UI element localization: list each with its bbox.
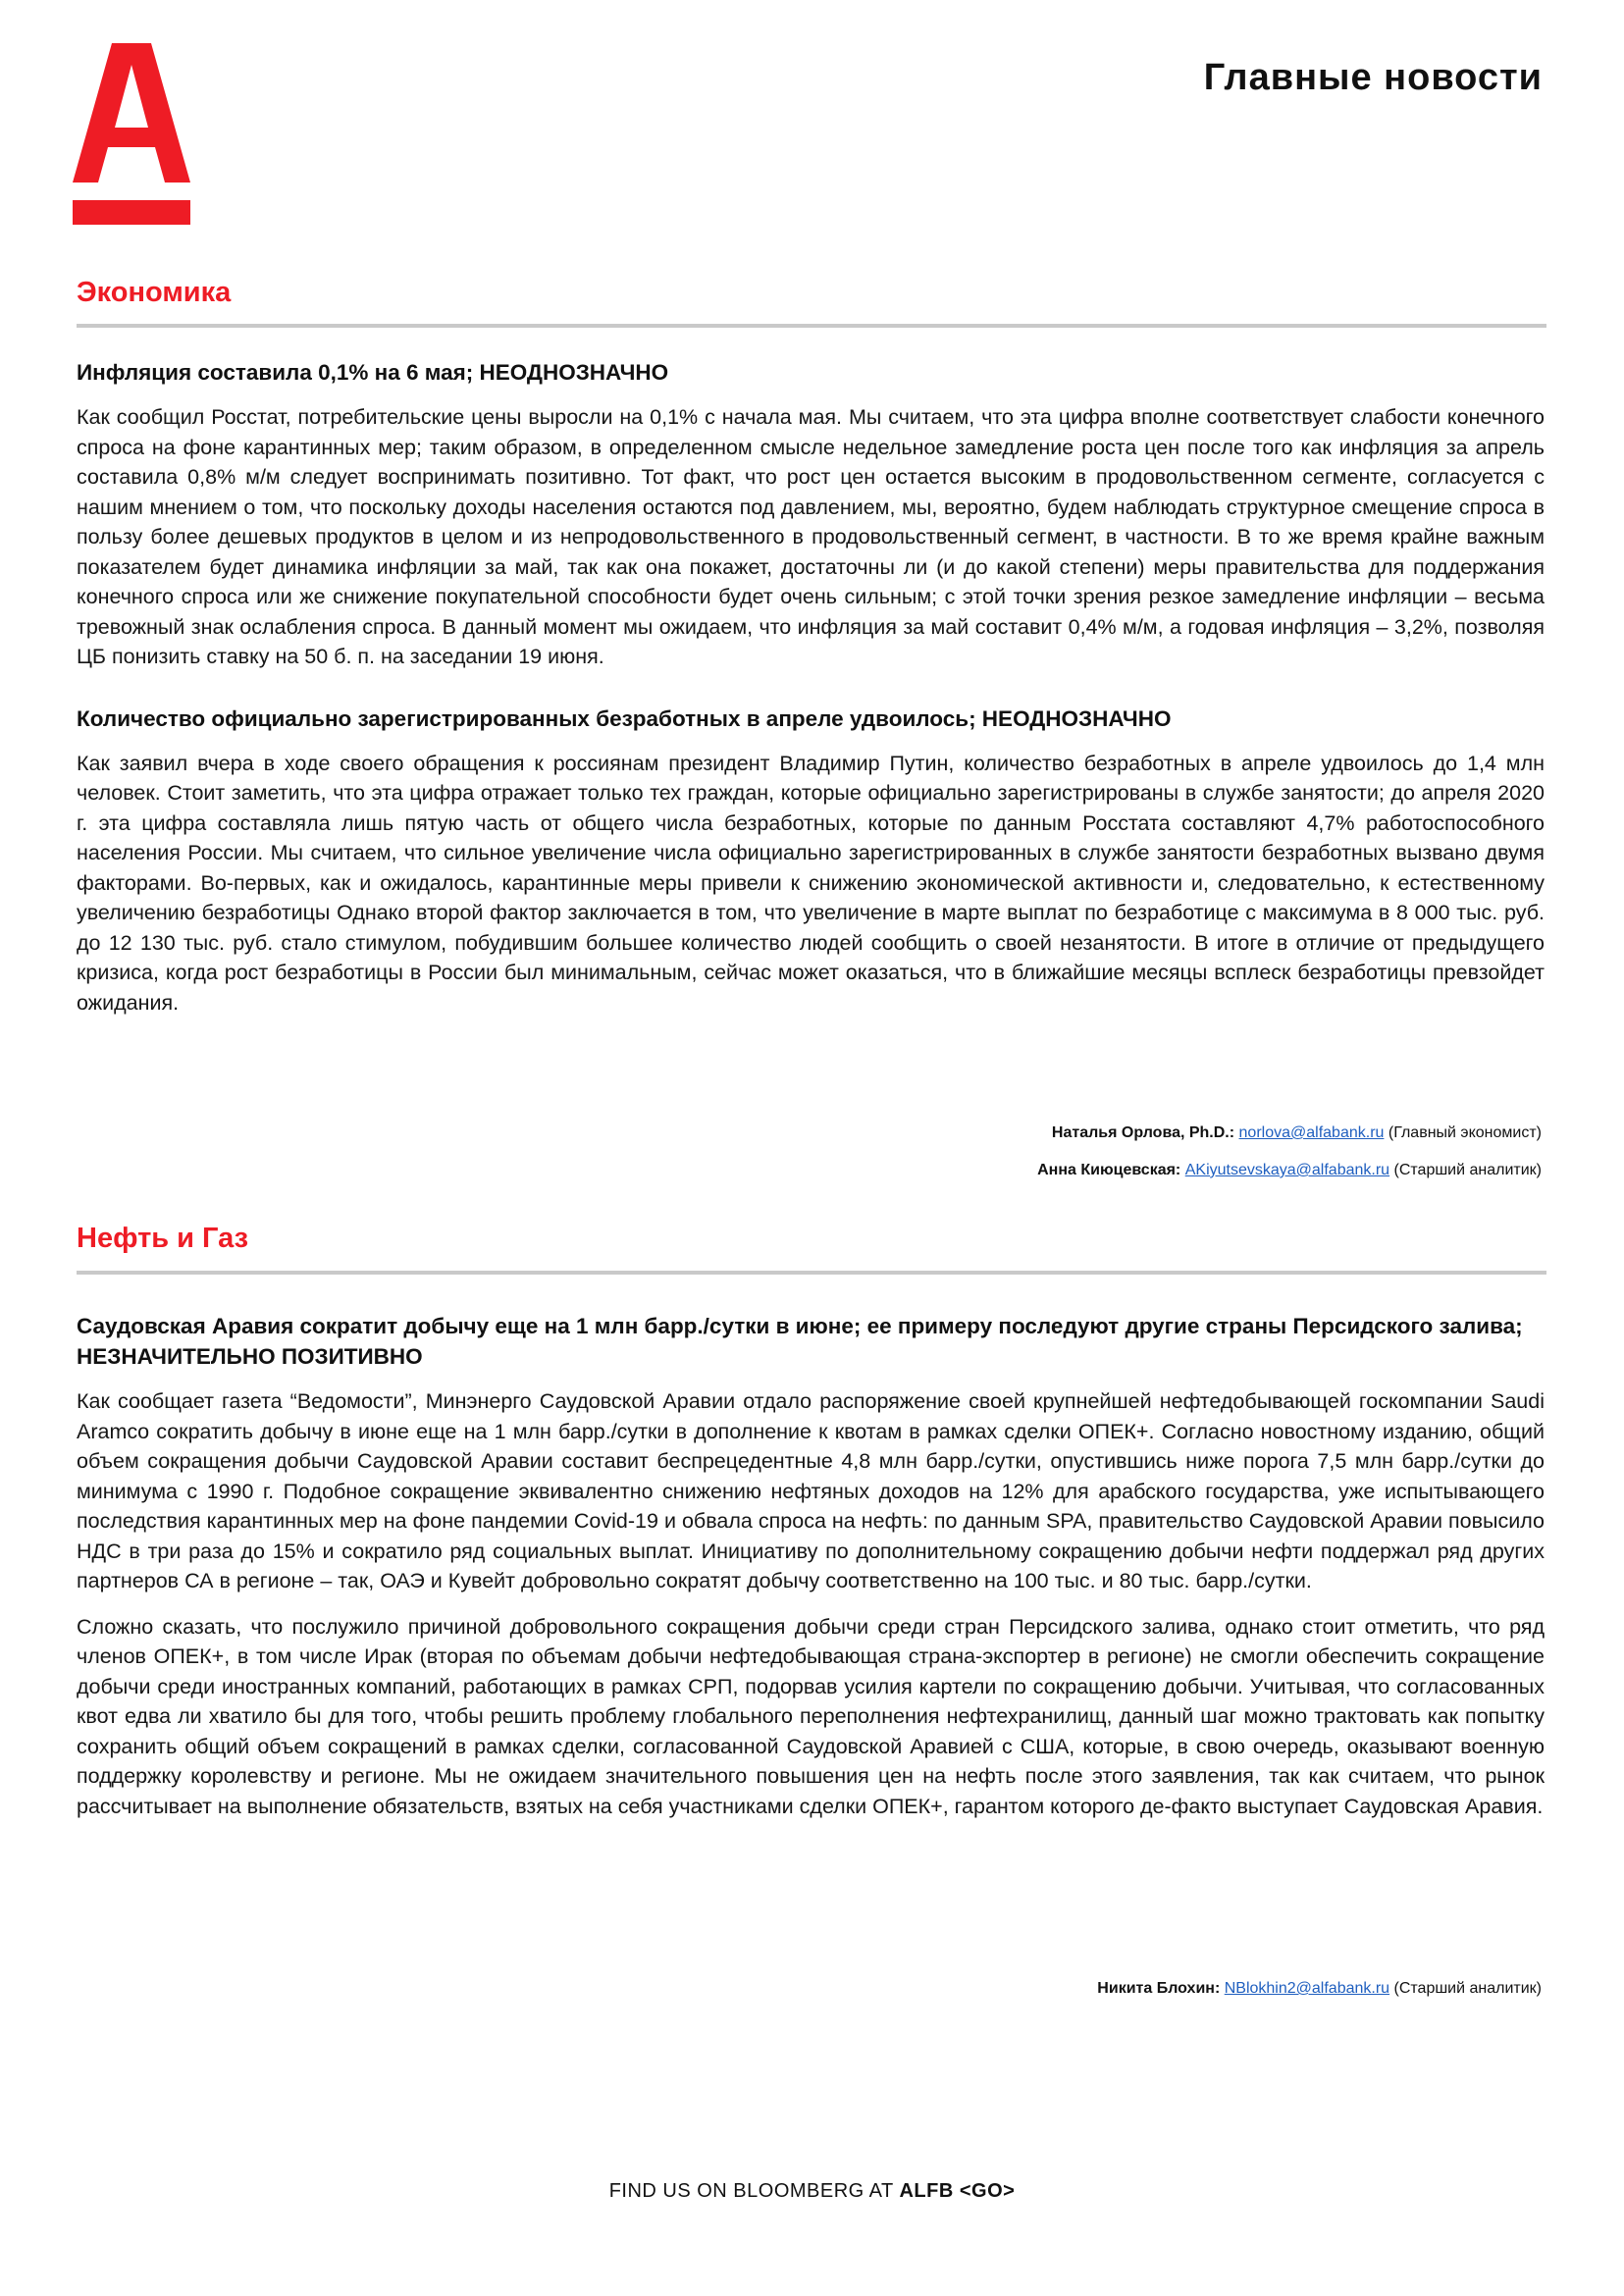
author-role: (Главный экономист) (1388, 1124, 1542, 1141)
section-divider (77, 1271, 1546, 1275)
section-divider (77, 324, 1546, 328)
author-role: (Старший аналитик) (1393, 1162, 1542, 1178)
article-headline: Количество официально зарегистрированных безработных в апреле удвоилось; НЕОДНОЗНАЧНО (77, 705, 1172, 731)
author-email-link[interactable]: NBlokhin2@alfabank.ru (1224, 1980, 1390, 1997)
section-oil-gas-body (77, 1311, 1545, 1837)
section-economy-body (77, 357, 1545, 1033)
footer-text: FIND US ON BLOOMBERG AT (608, 2180, 894, 2202)
article-headline: Инфляция составила 0,1% на 6 мая; НЕОДНОЗНАЧНО (77, 360, 669, 385)
article-paragraph: Как сообщает газета “Ведомости”, Минэнерго Саудовской Аравии отдало распоряжение своей крупнейшей нефтедобывающей госкомпании Saudi Aramco сократить добычу в июне еще на 1 млн барр./сутки в дополнение к квотам в рамках сделки ОПЕК+. Согласно новостному изданию, общий объем сокращения добычи Саудовской Аравии составит беспрецедентные 4,8 млн барр./сутки, опустившись ниже порога 7,5 млн барр./сутки до минимума с 1990 г. Подобное сокращение эквивалентно снижению нефтяных доходов на 12% для арабского государства, уже испытывающего последствия карантинных мер на фоне пандемии Covid-19 и обвала спроса на нефть: по данным SPA, правительство Саудовской Аравии повысило НДС в три раза до 15% и сократило ряд социальных выплат. Инициативу по дополнительному сокращению добычи нефти поддержал ряд других партнеров СА в регионе – так, ОАЭ и Кувейт добровольно сократят добычу соответственно на 100 тыс. и 80 тыс. барр./сутки. (77, 1389, 1545, 1592)
logo-a-shape (73, 43, 190, 183)
article-paragraph: Сложно сказать, что послужило причиной добровольного сокращения добычи среди стран Персидского залива, однако стоит отметить, что ряд членов ОПЕК+, в том числе Ирак (вторая по объемам добычи нефтедобывающая страна-экспортер в регионе) не смогли обеспечить сокращение добычи среди иностранных компаний, работающих в рамках СРП, подорвав усилия картели по сокращению добычи. Учитывая, что согласованных квот едва ли хватило бы для того, чтобы решить проблему глобального переполнения нефтехранилищ, данный шаг можно трактовать как попытку сохранить общий объем сокращений в рамках сделки, согласованной Саудовской Аравией с США, которые, в свою очередь, оказывают военную поддержку королевству и регионе. Мы не ожидаем значительного повышения цен на нефть после этого заявления, так как считаем, что рынок рассчитывает на выполнение обязательств, взятых на себя участниками сделки ОПЕК+, гарантом которого де-факто выступает Саудовская Аравия. (77, 1614, 1545, 1818)
author-name: Анна Киюцевская: (1037, 1162, 1181, 1178)
footer (0, 2180, 1624, 2203)
author-email-link[interactable]: norlova@alfabank.ru (1238, 1124, 1385, 1141)
author-role: (Старший аналитик) (1393, 1980, 1542, 1997)
author-email-link[interactable]: AKiyutsevskaya@alfabank.ru (1184, 1162, 1390, 1178)
author-credit (1097, 1980, 1542, 1998)
article-paragraph: Как сообщил Росстат, потребительские цены выросли на 0,1% с начала мая. Мы считаем, что эта цифра вполне соответствует слабости конечного спроса на фоне карантинных мер; таким образом, в определенном смысле недельное замедление роста цен после того как инфляция за апрель составила 0,8% м/м следует воспринимать позитивно. Тот факт, что рост цен остается высоким в продовольственном сегменте, согласуется с нашим мнением о том, что поскольку доходы населения остаются под давлением, мы, вероятно, будем наблюдать структурное смещение спроса в пользу более дешевых продуктов в целом и из непродовольственного в продовольственный сегмент, в частности. В то же время крайне важным показателем будет динамика инфляции за май, так как она покажет, достаточны ли (и до какой степени) меры правительства для поддержания конечного спроса или же снижение покупательной способности будет очень сильным; с этой точки зрения резкое замедление инфляции – весьма тревожный знак ослабления спроса. В данный момент мы ожидаем, что инфляция за май составит 0,4% м/м, а годовая инфляция – 3,2%, позволяя ЦБ понизить ставку на 50 б. п. на заседании 19 июня. (77, 405, 1545, 668)
author-credit (1037, 1162, 1542, 1179)
alfa-bank-logo (73, 43, 190, 225)
section-title-economy: Экономика (77, 277, 232, 308)
article-paragraph: Как заявил вчера в ходе своего обращения к россиянам президент Владимир Путин, количество безработных в апреле удвоилось до 1,4 млн человек. Стоит заметить, что эта цифра отражает только тех граждан, которые официально зарегистрированы в службе занятости; до апреля 2020 г. эта цифра составляла лишь пятую часть от общего числа безработных, которые по данным Росстата составляют 4,7% работоспособного населения России. Мы считаем, что сильное увеличение числа официально зарегистрированных в службе занятости безработных вызвано двумя факторами. Во-первых, как и ожидалось, карантинные меры привели к снижению экономической активности и, следовательно, к естественному увеличению безработицы Однако второй фактор заключается в том, что увеличение в марте выплат по безработице с максимума в 8 000 тыс. руб. до 12 130 тыс. руб. стало стимулом, побудившим большее количество людей сообщить о своей незанятости. В итоге в отличие от предыдущего кризиса, когда рост безработицы в России был минимальным, сейчас может оказаться, что в ближайшие месяцы всплеск безработицы превзойдет ожидания. (77, 751, 1545, 1015)
page-title: Главные новости (1203, 57, 1543, 98)
logo-underline (73, 200, 190, 225)
section-title-oil-gas: Нефть и Газ (77, 1223, 248, 1254)
author-name: Никита Блохин: (1097, 1980, 1221, 1997)
footer-ticker: ALFB <GO> (899, 2180, 1016, 2202)
article-headline: Саудовская Аравия сократит добычу еще на 1 млн барр./сутки в июне; ее примеру последуют другие страны Персидского залива; НЕЗНАЧИТЕЛЬНО ПОЗИТИВНО (77, 1314, 1523, 1369)
author-credit (1052, 1124, 1542, 1142)
author-name: Наталья Орлова, Ph.D.: (1051, 1124, 1235, 1141)
